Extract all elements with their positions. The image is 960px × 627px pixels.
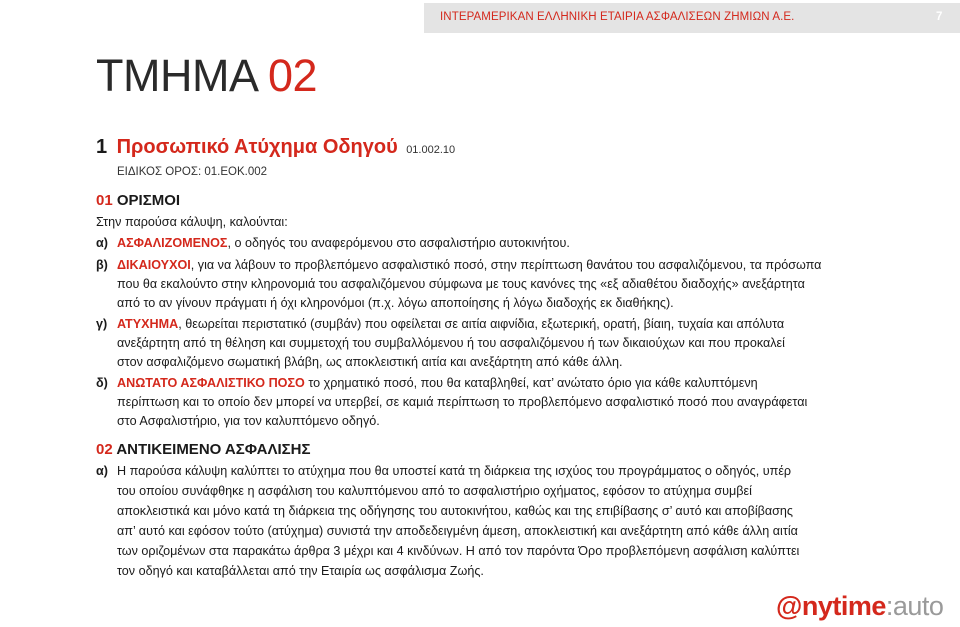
definition-text: στο Ασφαλιστήριο, για τον καλυπτόμενο οδηγό. — [117, 414, 380, 428]
definition-text: περίπτωση και το οποίο δεν μπορεί να υπερβεί, σε καμιά περίπτωση το προβλεπόμενο ασφαλιστικό ποσό που αναγράφεται — [117, 395, 808, 409]
definition-max-amount — [117, 374, 758, 393]
item-marker: δ) — [96, 376, 108, 390]
definition-text: στον ασφαλιζόμενο σωματική βλάβη, ως αποκλειστική αιτία και ανεξάρτητη από κάθε άλλη. — [117, 355, 623, 369]
subject-text: των οριζομένων στα παρακάτω άρθρα 3 μέχρι και 4 κινδύνων. Η από τον παρόντα Όρο προβλεπόμενη ασφάλιση καλύπτει — [117, 544, 800, 558]
definition-beneficiaries — [117, 256, 821, 275]
definition-insured — [117, 234, 570, 253]
definition-text: από το αν γίνουν πράγματι ή όχι κληρονόμοι (π.χ. λόγω αποποίησης ή λόγω διαδοχής εκ διαθήκης). — [117, 296, 674, 310]
subject-text: του οποίου συνάφθηκε η ασφάλιση του καλυπτόμενου από το ασφαλιστήριο οχήματος, εφόσον το ατύχημα συμβεί — [117, 484, 752, 498]
definition-text: το χρηματικό ποσό, που θα καταβληθεί, κατ’ ανώτατο όριο για κάθε καλυπτόμενη — [304, 376, 758, 390]
subject-text: αποκλειστικά και μόνο κατά τη διάρκεια της οδήγησης του αυτοκινήτου, καθώς και της επιβίβασης σ’ αυτό και αποβίβασης — [117, 504, 794, 518]
definition-accident — [117, 315, 784, 334]
section-title — [96, 50, 317, 102]
definition-text: που θα εκαλούντο στην κληρονομιά του ασφαλιζόμενου σύμφωνα με τους κανόνες της «εξ αδιαθέτου διαδοχής» ανεξάρτητα — [117, 277, 805, 291]
definition-term: ΑΤΥΧΗΜΑ — [117, 317, 179, 331]
item-marker: α) — [96, 236, 108, 250]
item-marker: γ) — [96, 317, 108, 331]
definition-term: ΑΣΦΑΛΙΖΟΜΕΝΟΣ — [117, 236, 228, 250]
special-term: ΕΙΔΙΚΟΣ ΟΡΟΣ: 01.ΕΟΚ.002 — [117, 166, 268, 178]
cover-code: 01.002.10 — [406, 144, 456, 156]
definition-term: ΑΝΩΤΑΤΟ ΑΣΦΑΛΙΣΤΙΚΟ ΠΟΣΟ — [117, 376, 305, 390]
definitions-title: ΟΡΙΣΜΟΙ — [116, 192, 181, 209]
subject-text: Η παρούσα κάλυψη καλύπτει το ατύχημα που θα υποστεί κατά τη διάρκεια της ισχύος του προγράμματος ο οδηγός, υπέρ — [117, 464, 792, 478]
company-name: ΙΝΤΕΡΑΜΕΡΙΚΑΝ ΕΛΛΗΝΙΚΗ ΕΤΑΙΡΙΑ ΑΣΦΑΛΙΣΕΩΝ ΖΗΜΙΩΝ Α.Ε. — [440, 11, 795, 23]
item-marker: β) — [96, 258, 108, 272]
cover-title — [96, 136, 455, 159]
section-number: 02 — [268, 50, 318, 101]
logo-brand: @nytime — [776, 591, 886, 621]
subject-title: ΑΝΤΙΚΕΙΜΕΝΟ ΑΣΦΑΛΙΣΗΣ — [116, 441, 311, 458]
subject-number: 02 — [96, 441, 113, 458]
subject-text: τον οδηγό και καταβάλλεται από την Εταιρία ως ασφάλισμα Ζωής. — [117, 564, 484, 578]
definition-text: , θεωρείται περιστατικό (συμβάν) που οφείλεται σε αιτία αιφνίδια, εξωτερική, ορατή, βίαιη, τυχαία και απόλυτα — [178, 317, 785, 331]
subject-text: απ’ αυτό και εφόσον τούτο (ατύχημα) συνιστά την αποδεδειγμένη άμεση, αποκλειστική και ανεξάρτητη από κάθε άλλη αιτία — [117, 524, 798, 538]
page-number: 7 — [936, 11, 943, 23]
definition-term: ΔΙΚΑΙΟΥΧΟΙ — [117, 258, 191, 272]
definitions-heading — [96, 192, 180, 209]
cover-index: 1 — [96, 136, 108, 158]
cover-name: Προσωπικό Ατύχημα Οδηγού — [116, 136, 398, 158]
definition-text: , για να λάβουν το προβλεπόμενο ασφαλιστικό ποσό, στην περίπτωση θανάτου του ασφαλιζόμενου, τα πρόσωπα — [190, 258, 822, 272]
definition-text: , ο οδηγός του αναφερόμενου στο ασφαλιστήριο αυτοκινήτου. — [227, 236, 570, 250]
subject-heading — [96, 441, 311, 458]
item-marker: α) — [96, 464, 108, 478]
definitions-intro: Στην παρούσα κάλυψη, καλούνται: — [96, 215, 288, 229]
section-label: ΤΜΗΜΑ — [96, 50, 256, 101]
logo-suffix: :auto — [885, 591, 944, 621]
anytime-auto-logo — [776, 591, 943, 622]
definitions-number: 01 — [96, 192, 113, 209]
definition-text: ανεξάρτητη από τη θέληση και συμμετοχή του συμβαλλόμενου ή του ασφαλιζόμενου ή των δικαιούχων και που προκαλεί — [117, 336, 785, 350]
